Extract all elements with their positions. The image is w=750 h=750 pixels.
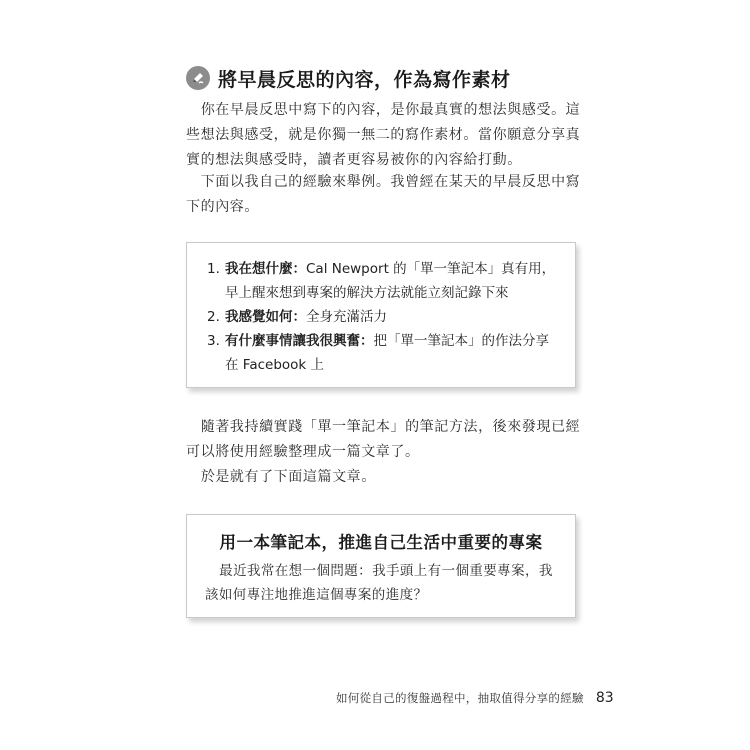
item-number: 1. (207, 261, 220, 277)
article-box (186, 514, 576, 618)
pen-in-circle-icon (186, 66, 210, 90)
item-number: 3. (207, 333, 220, 349)
reflection-list (207, 257, 559, 377)
paragraph-example: 下面以我自己的經驗來舉例。我曾經在某天的早晨反思中寫下的內容。 (186, 174, 581, 215)
item-label: 我在想什麼： (225, 261, 306, 277)
list-item (207, 329, 559, 377)
paragraph-practice: 隨著我持續實踐「單一筆記本」的筆記方法，後來發現已經可以將使用經驗整理成一篇文章了。 (186, 419, 581, 460)
item-text: 把「單一筆記本」的作法分享在 Facebook 上 (225, 333, 549, 373)
article-text: 最近我常在想一個問題：我手頭上有一個重要專案，我該如何專注地推進這個專案的進度？ (205, 563, 553, 603)
paragraph-result: 於是就有了下面這篇文章。 (200, 469, 376, 485)
article-title: 用一本筆記本，推進自己生活中重要的專案 (219, 533, 543, 552)
reflection-box (186, 242, 576, 388)
item-label: 有什麼事情讓我很興奮： (225, 333, 374, 349)
page-number: 83 (595, 690, 614, 706)
list-item (207, 305, 559, 329)
item-text: Cal Newport 的「單一筆記本」真有用，早上醒來想到專案的解決方法就能立刻記錄下來 (225, 261, 556, 301)
page-footer (336, 690, 614, 706)
item-number: 2. (207, 309, 220, 325)
item-label: 我感覺如何： (225, 309, 306, 325)
chapter-title: 如何從自己的復盤過程中，抽取值得分享的經驗 (336, 691, 584, 705)
section-title: 將早晨反思的內容，作為寫作素材 (218, 68, 511, 91)
item-text: 全身充滿活力 (306, 309, 387, 325)
paragraph-intro: 你在早晨反思中寫下的內容，是你最真實的想法與感受。這些想法與感受，就是你獨一無二的寫作素材。當你願意分享真實的想法與感受時，讀者更容易被你的內容給打動。 (186, 102, 581, 168)
section-heading (186, 64, 511, 92)
list-item (207, 257, 559, 305)
